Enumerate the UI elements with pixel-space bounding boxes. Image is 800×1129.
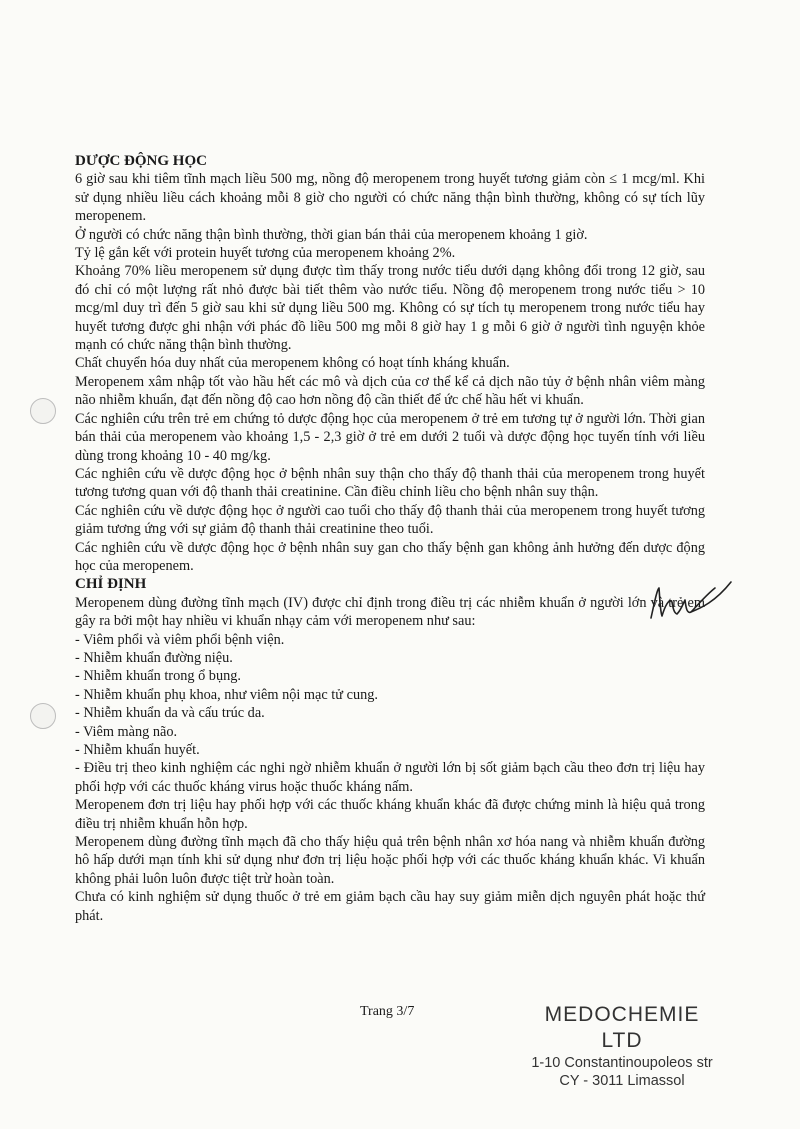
document-body	[75, 152, 705, 925]
paragraph: Khoảng 70% liều meropenem sử dụng được tìm thấy trong nước tiểu dưới dạng không đổi trong 12 giờ, sau đó chỉ có một lượng rất nhỏ được bài tiết thêm vào nước tiểu. Nồng độ meropenem trong nước tiểu > 10 mcg/ml duy trì đến 5 giờ sau khi sử dụng liều 500 mg. Không có sự tích tụ meropenem trong nước tiểu hay huyết tương được ghi nhận với phác đồ liều 500 mg mỗi 8 giờ hay 1 g mỗi 6 giờ ở người tình nguyện khỏe mạnh có chức năng thận bình thường.	[75, 263, 705, 354]
handwritten-signature	[645, 580, 735, 625]
section-heading-indications: CHỈ ĐỊNH	[75, 576, 147, 593]
paragraph: Các nghiên cứu trên trẻ em chứng tỏ dược động học của meropenem ở trẻ em tương tự ở người lớn. Thời gian bán thải của meropenem vào khoảng 1,5 - 2,3 giờ ở trẻ em dưới 2 tuổi và dược động học tuyến tính với liều dùng trong khoảng 10 - 40 mg/kg.	[75, 410, 705, 464]
list-item: - Điều trị theo kinh nghiệm các nghi ngờ nhiễm khuẩn ở người lớn bị sốt giảm bạch cầu theo đơn trị liệu hay phối hợp với các thuốc kháng virus hoặc thuốc kháng nấm.	[75, 760, 705, 795]
paragraph: Các nghiên cứu về dược động học ở bệnh nhân suy gan cho thấy bệnh gan không ảnh hưởng đến dược động học của meropenem.	[75, 539, 705, 574]
punch-hole	[30, 703, 56, 729]
stamp-address-line: CY - 3011 Limassol	[559, 1073, 685, 1089]
paragraph: Chất chuyển hóa duy nhất của meropenem không có hoạt tính kháng khuẩn.	[75, 355, 510, 372]
paragraph: Meropenem dùng đường tĩnh mạch (IV) được chỉ định trong điều trị các nhiễm khuẩn ở người lớn và trẻ em gây ra bởi một hay nhiều vi khuẩn nhạy cảm với meropenem như sau:	[75, 594, 705, 630]
list-item: - Nhiễm khuẩn trong ổ bụng.	[75, 668, 241, 685]
paragraph: Meropenem đơn trị liệu hay phối hợp với các thuốc kháng khuẩn khác đã được chứng minh là hiệu quả trong điều trị nhiễm khuẩn hỗn hợp.	[75, 797, 705, 832]
paragraph: Các nghiên cứu về dược động học ở người cao tuổi cho thấy độ thanh thải của meropenem trong huyết tương giảm tương ứng với sự giảm độ thanh thải creatinine theo tuổi.	[75, 502, 705, 538]
page-number: Trang 3/7	[360, 1004, 415, 1019]
list-item: - Nhiễm khuẩn da và cấu trúc da.	[75, 705, 265, 722]
paragraph: Meropenem dùng đường tĩnh mạch đã cho thấy hiệu quả trên bệnh nhân xơ hóa nang và nhiễm khuẩn đường hô hấp dưới mạn tính khi sử dụng như đơn trị liệu hoặc phối hợp với các thuốc kháng khuẩn khác. Vi khuẩn không phải luôn luôn được tiệt trừ hoàn toàn.	[75, 834, 705, 887]
stamp-company-name: MEDOCHEMIE LTD	[544, 1003, 700, 1052]
paragraph: 6 giờ sau khi tiêm tĩnh mạch liều 500 mg, nồng độ meropenem trong huyết tương giảm còn ≤ 1 mcg/ml. Khi sử dụng nhiều liều cách khoảng mỗi 8 giờ cho người có chức năng thận bình thường, không có sự tích lũy meropenem.	[75, 171, 705, 225]
section-heading-pharmacokinetics: DƯỢC ĐỘNG HỌC	[75, 153, 207, 169]
paragraph: Ở người có chức năng thận bình thường, thời gian bán thải của meropenem khoảng 1 giờ.	[75, 226, 588, 243]
list-item: - Viêm phổi và viêm phổi bệnh viện.	[75, 631, 285, 648]
stamp-address-line: 1-10 Constantinoupoleos str	[531, 1055, 713, 1071]
list-item: - Viêm màng não.	[75, 723, 178, 740]
paragraph: Các nghiên cứu về dược động học ở bệnh nhân suy thận cho thấy độ thanh thải của meropenem trong huyết tương tương quan với độ thanh thải creatinine. Cần điều chỉnh liều cho bệnh nhân suy thận.	[75, 465, 705, 501]
list-item: - Nhiễm khuẩn đường niệu.	[75, 649, 233, 666]
list-item: - Nhiễm khuẩn huyết.	[75, 742, 200, 758]
company-stamp	[522, 1002, 722, 1090]
paragraph: Tỷ lệ gắn kết với protein huyết tương của meropenem khoảng 2%.	[75, 245, 456, 262]
punch-hole	[30, 398, 56, 424]
paragraph: Meropenem xâm nhập tốt vào hầu hết các mô và dịch của cơ thể kể cả dịch não tủy ở bệnh nhân viêm màng não nhiễm khuẩn, đạt đến nồng độ cao hơn nồng độ cần thiết để ức chế hầu hết vi khuẩn.	[75, 373, 705, 409]
paragraph: Chưa có kinh nghiệm sử dụng thuốc ở trẻ em giảm bạch cầu hay suy giảm miễn dịch nguyên phát hoặc thứ phát.	[75, 889, 705, 924]
list-item: - Nhiễm khuẩn phụ khoa, như viêm nội mạc tử cung.	[75, 686, 378, 703]
